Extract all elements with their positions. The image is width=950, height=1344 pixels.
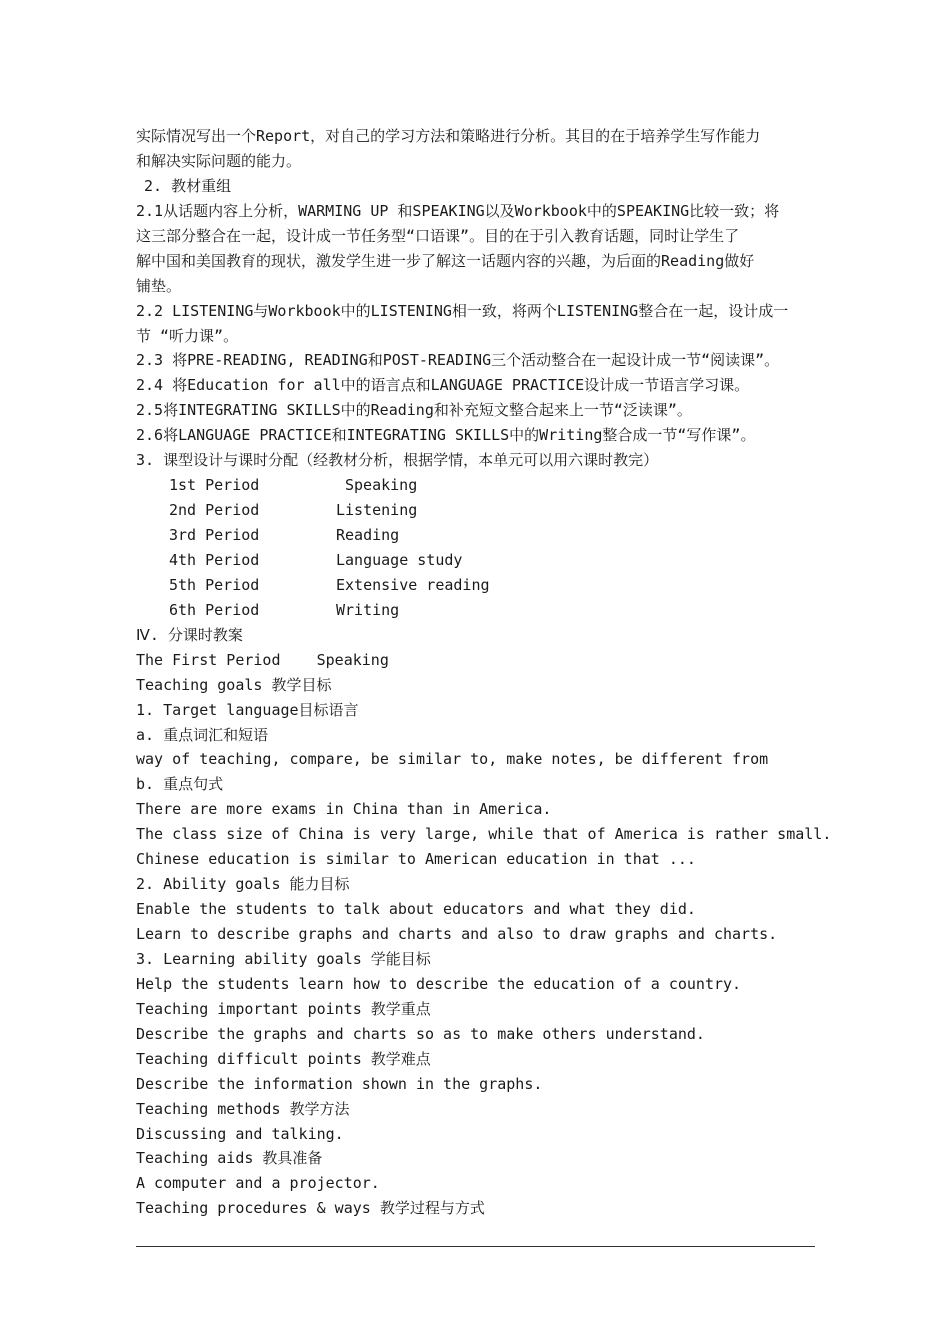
text-line: 解中国和美国教育的现状，激发学生进一步了解这一话题内容的兴趣，为后面的Reading做好: [136, 251, 755, 270]
text-line: 这三部分整合在一起，设计成一节任务型“口语课”。目的在于引入教育话题，同时让学生了: [136, 226, 740, 245]
period-row: [136, 473, 816, 498]
text-line: 2. Ability goals 能力目标: [136, 875, 350, 894]
text-line: 3. Learning ability goals 学能目标: [136, 949, 431, 968]
subheading: Teaching procedures & ways 教学过程与方式: [136, 1199, 485, 1218]
text-line: a. 重点词汇和短语: [136, 725, 269, 744]
period-name: 2nd Period: [169, 501, 260, 520]
period-row: [136, 523, 816, 548]
period-topic: Listening: [336, 501, 418, 520]
period-row: [136, 548, 816, 573]
subheading: Teaching goals 教学目标: [136, 675, 332, 694]
document-body: [136, 124, 832, 1221]
text-line: A computer and a projector.: [136, 1174, 380, 1193]
period-name: 3rd Period: [169, 526, 260, 544]
text-line: b. 重点句式: [136, 775, 224, 794]
period-topic: Language study: [336, 550, 463, 569]
text-line: 2.3 将PRE-READING, READING和POST-READING三个活动整合在一起设计成一节“阅读课”。: [136, 351, 780, 370]
text-line: 1. Target language目标语言: [136, 700, 359, 719]
period-row: [136, 498, 816, 523]
text-line: 2.2 LISTENING与Workbook中的LISTENING相一致，将两个LISTENING整合在一起，设计成一: [136, 301, 789, 320]
text-line: 节 “听力课”。: [136, 326, 239, 345]
text-line: Describe the graphs and charts so as to make others understand.: [136, 1024, 705, 1043]
text-line: The class size of China is very large, while that of America is rather small.: [136, 825, 832, 844]
footer-divider: [136, 1246, 815, 1247]
text-line: Enable the students to talk about educators and what they did.: [136, 900, 696, 919]
text-line: Chinese education is similar to American education in that ...: [136, 850, 696, 869]
section-heading: 3. 课型设计与课时分配（经教材分析，根据学情，本单元可以用六课时教完）: [136, 451, 659, 470]
period-row: [136, 573, 816, 598]
text-line: 2.5将INTEGRATING SKILLS中的Reading和补充短文整合起来上一节“泛读课”。: [136, 401, 692, 420]
period-row: [136, 598, 816, 623]
period-title: The First Period Speaking: [136, 650, 389, 669]
subheading: Teaching important points 教学重点: [136, 999, 431, 1018]
text-line: 2.1从话题内容上分析，WARMING UP 和SPEAKING以及Workbook中的SPEAKING比较一致；将: [136, 201, 780, 220]
text-line: There are more exams in China than in America.: [136, 800, 552, 819]
text-line: 2.6将LANGUAGE PRACTICE和INTEGRATING SKILLS中的Writing整合成一节“写作课”。: [136, 426, 756, 445]
text-line: way of teaching, compare, be similar to, make notes, be different from: [136, 750, 769, 769]
text-line: 和解决实际问题的能力。: [136, 151, 302, 170]
subheading: Teaching aids 教具准备: [136, 1149, 323, 1168]
period-topic: Reading: [336, 526, 400, 544]
text-line: 铺垫。: [136, 276, 182, 295]
section-heading: Ⅳ. 分课时教案: [136, 625, 243, 644]
text-line: Help the students learn how to describe the education of a country.: [136, 974, 742, 993]
period-name: 1st Period: [169, 476, 260, 495]
text-line: Discussing and talking.: [136, 1124, 344, 1143]
subheading: Teaching methods 教学方法: [136, 1099, 350, 1118]
period-topic: Extensive reading: [336, 575, 490, 594]
text-line: Learn to describe graphs and charts and also to draw graphs and charts.: [136, 925, 778, 943]
period-name: 4th Period: [169, 550, 260, 569]
text-line: 实际情况写出一个Report，对自己的学习方法和策略进行分析。其目的在于培养学生写作能力: [136, 127, 761, 145]
subheading: Teaching difficult points 教学难点: [136, 1049, 431, 1068]
period-name: 6th Period: [169, 600, 260, 619]
period-name: 5th Period: [169, 575, 260, 594]
section-heading: 2. 教材重组: [144, 176, 232, 195]
text-line: 2.4 将Education for all中的语言点和LANGUAGE PRACTICE设计成一节语言学习课。: [136, 376, 750, 395]
period-topic: Speaking: [345, 476, 418, 495]
text-line: Describe the information shown in the graphs.: [136, 1074, 543, 1093]
period-topic: Writing: [336, 600, 400, 619]
